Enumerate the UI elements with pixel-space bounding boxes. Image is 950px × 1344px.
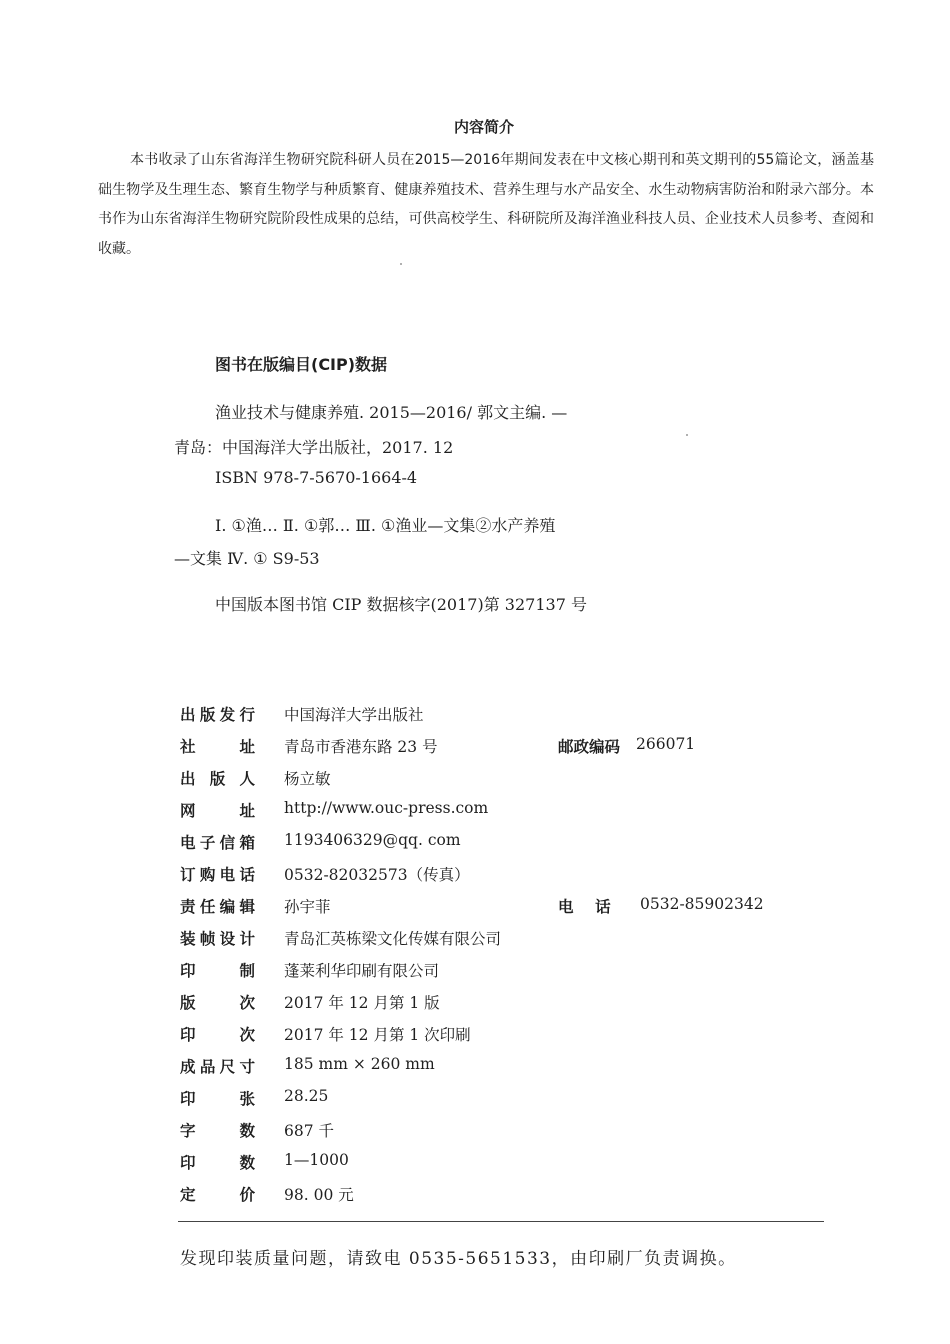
cip-line-6: 中国版本图书馆 CIP 数据核字(2017)第 327137 号 bbox=[215, 595, 587, 614]
info-label: 出版发行 bbox=[180, 706, 256, 724]
info-value: 青岛市香港东路 23 号 bbox=[284, 738, 438, 756]
info-value: 2017 年 12 月第 1 次印刷 bbox=[284, 1026, 471, 1044]
info-value: 1193406329@qq. com bbox=[284, 831, 461, 849]
info-value: 中国海洋大学出版社 bbox=[284, 706, 424, 724]
info-value: 青岛汇英栋梁文化传媒有限公司 bbox=[284, 930, 502, 948]
info-label: 字数 bbox=[180, 1122, 256, 1140]
info-value: 2017 年 12 月第 1 版 bbox=[284, 994, 440, 1012]
phone-label: 电 话 bbox=[558, 898, 611, 916]
intro-body: 本书收录了山东省海洋生物研究院科研人员在2015—2016年期间发表在中文核心期刊和英文期刊的55篇论文，涵盖基础生物学及生理生态、繁育生物学与种质繁育、健康养殖技术、营养生理与水产品安全、水生动物病害防治和附录六部分。本书作为山东省海洋生物研究院阶段性成果的总结，可供高校学生、科研院所及海洋渔业科技人员、企业技术人员参考、查阅和收藏。 bbox=[98, 152, 874, 257]
info-value: 孙宇菲 bbox=[284, 898, 331, 916]
info-label: 印次 bbox=[180, 1026, 256, 1044]
footer-note: 发现印装质量问题，请致电 0535-5651533，由印刷厂负责调换。 bbox=[180, 1249, 737, 1269]
info-label: 出版人 bbox=[180, 770, 256, 788]
info-label: 网址 bbox=[180, 802, 256, 820]
scan-speck bbox=[686, 434, 688, 436]
info-label: 订购电话 bbox=[180, 866, 256, 884]
info-label: 印数 bbox=[180, 1154, 256, 1172]
cip-title: 图书在版编目(CIP)数据 bbox=[215, 355, 388, 374]
info-value: 98. 00 元 bbox=[284, 1186, 354, 1204]
cip-line-5: —文集 Ⅳ. ① S9-53 bbox=[174, 549, 320, 568]
info-value: 28.25 bbox=[284, 1087, 329, 1105]
info-label: 责任编辑 bbox=[180, 898, 256, 916]
info-label: 印制 bbox=[180, 962, 256, 980]
intro-title: 内容简介 bbox=[453, 118, 514, 136]
info-label: 定价 bbox=[180, 1186, 256, 1204]
info-label: 装帧设计 bbox=[180, 930, 256, 948]
info-label: 电子信箱 bbox=[180, 834, 256, 852]
info-value: 蓬莱利华印刷有限公司 bbox=[284, 962, 440, 980]
info-label: 社址 bbox=[180, 738, 256, 756]
info-label: 版次 bbox=[180, 994, 256, 1012]
cip-line-1: 渔业技术与健康养殖. 2015—2016/ 郭文主编. — bbox=[215, 403, 568, 422]
info-value: 687 千 bbox=[284, 1122, 335, 1140]
info-label: 成品尺寸 bbox=[180, 1058, 256, 1076]
info-label: 印张 bbox=[180, 1090, 256, 1108]
cip-line-4: Ⅰ. ①渔… Ⅱ. ①郭… Ⅲ. ①渔业—文集②水产养殖 bbox=[215, 516, 556, 535]
info-value: 185 mm × 260 mm bbox=[284, 1055, 435, 1073]
scan-speck bbox=[400, 263, 402, 265]
divider bbox=[178, 1221, 824, 1222]
info-value: 杨立敏 bbox=[284, 770, 331, 788]
postcode-label: 邮政编码 bbox=[558, 738, 621, 756]
phone-value: 0532-85902342 bbox=[640, 895, 764, 913]
cip-line-3: ISBN 978-7-5670-1664-4 bbox=[215, 468, 418, 487]
cip-line-2: 青岛：中国海洋大学出版社，2017. 12 bbox=[174, 438, 454, 457]
postcode-value: 266071 bbox=[636, 735, 696, 753]
info-value: 1—1000 bbox=[284, 1151, 349, 1169]
info-value: http://www.ouc-press.com bbox=[284, 799, 489, 817]
info-value: 0532-82032573（传真） bbox=[284, 866, 470, 884]
